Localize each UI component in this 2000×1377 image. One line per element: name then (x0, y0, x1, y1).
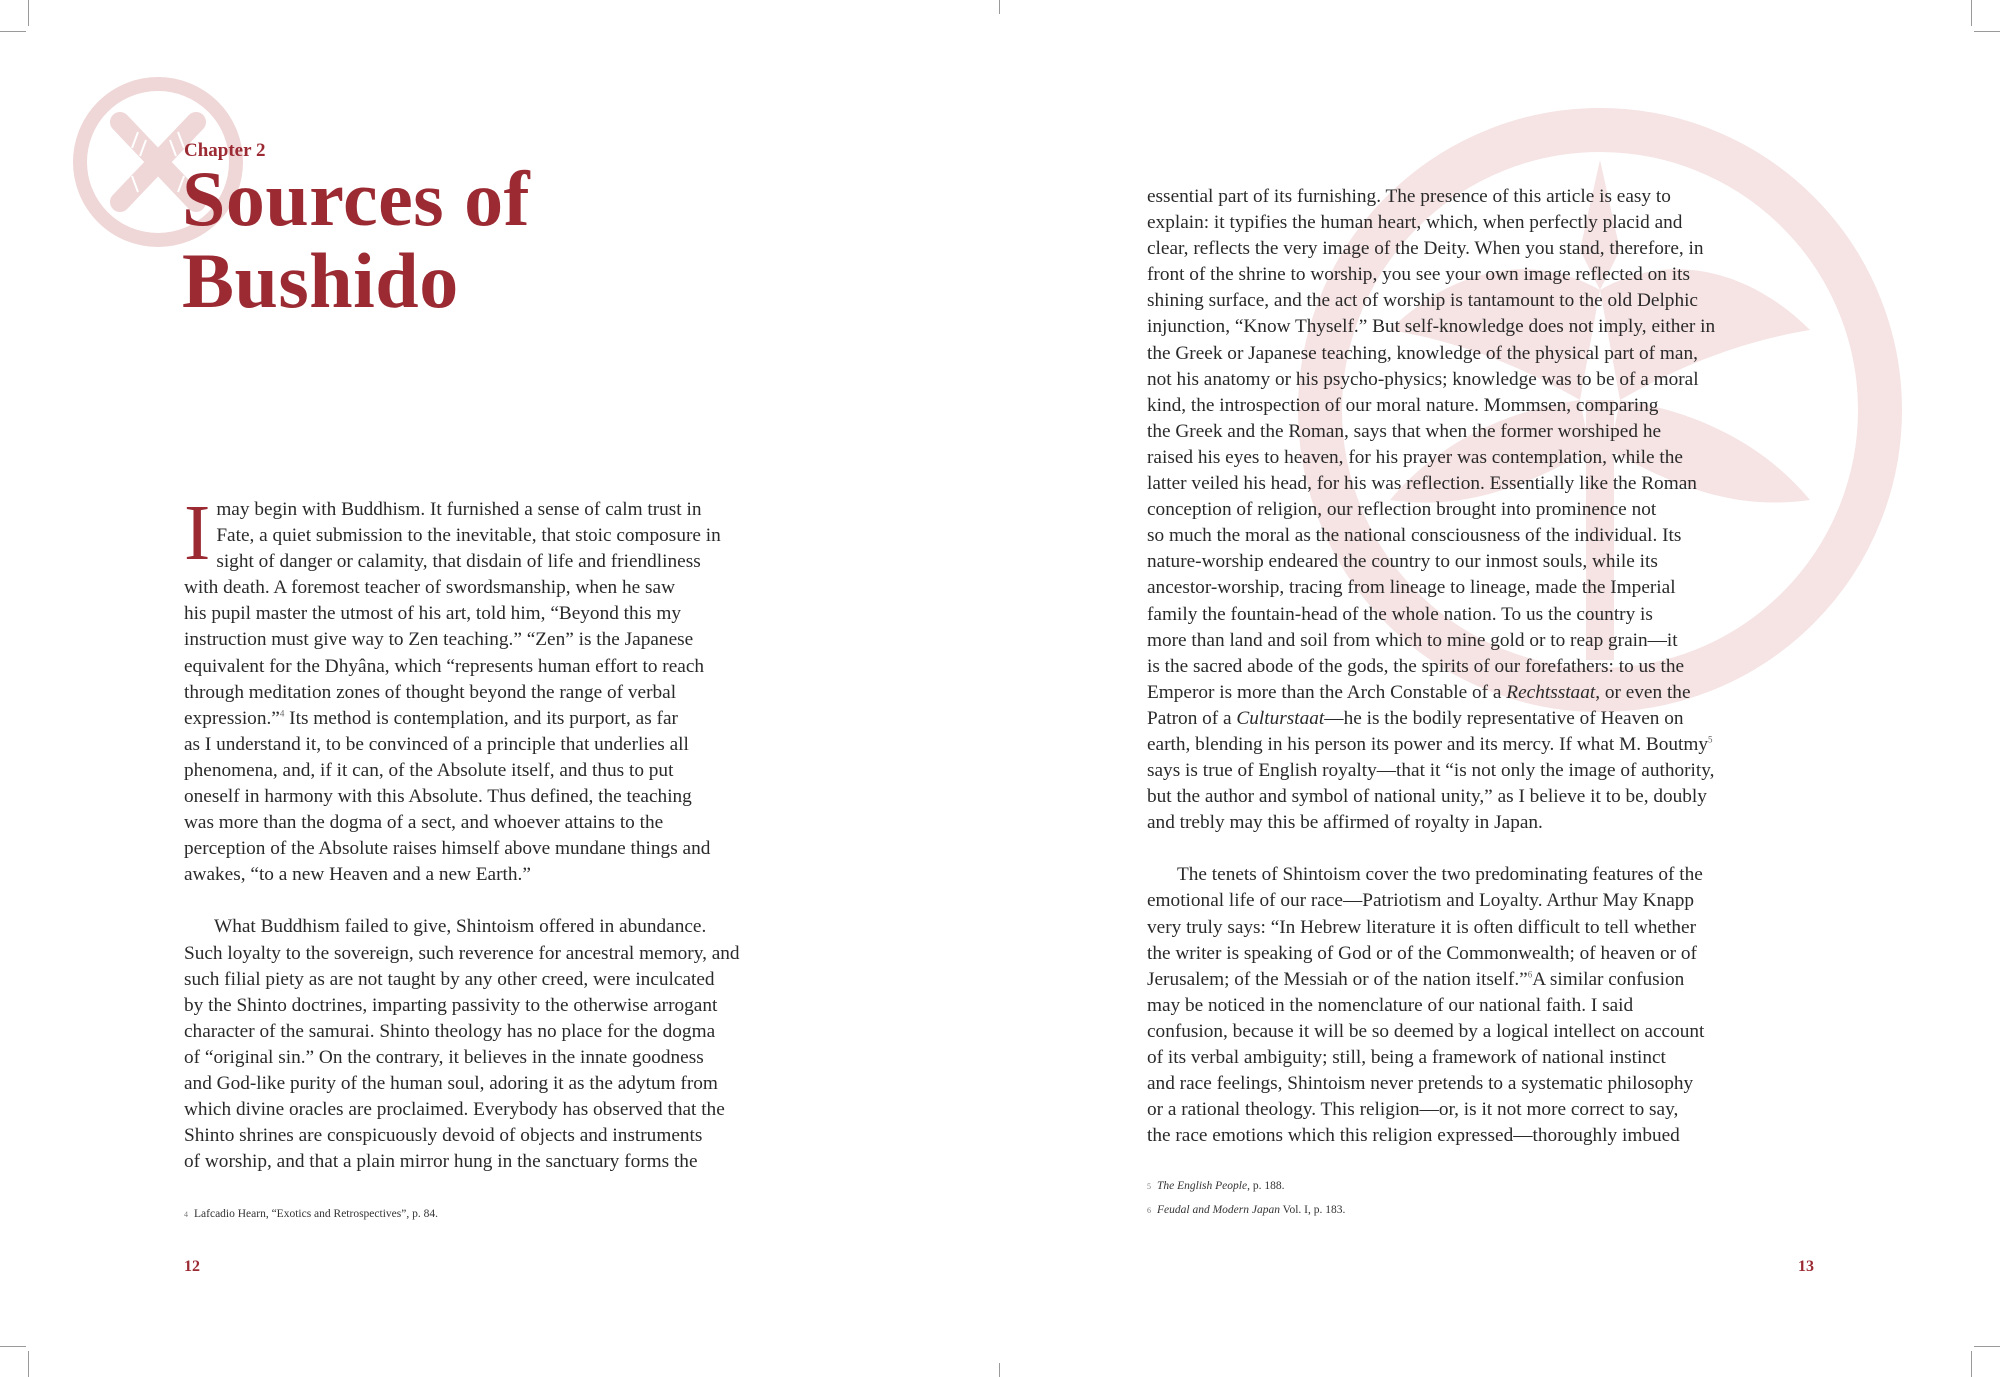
crop-mark (1971, 0, 1972, 26)
text-line: of “original sin.” On the contrary, it believes in the innate goodness (184, 1046, 704, 1068)
text-line: awakes, “to a new Heaven and a new Earth.” (184, 864, 531, 886)
text-line: character of the samurai. Shinto theology has no place for the dogma (184, 1020, 716, 1042)
text-line: sight of danger or calamity, that disdain of life and friendliness (216, 551, 701, 573)
crop-mark (28, 1351, 29, 1377)
text-line: instruction must give way to Zen teaching.” “Zen” is the Japanese (184, 629, 694, 651)
text-line: of worship, and that a plain mirror hung in the sanctuary forms the (184, 1151, 698, 1173)
footnote-text: , p. 188. (1247, 1180, 1285, 1192)
text-line: the race emotions which this religion expressed—thoroughly imbued (1147, 1125, 1680, 1147)
footnote (184, 1208, 438, 1220)
footnote-text: Lafcadio Hearn, “Exotics and Retrospectives”, p. 84. (194, 1208, 438, 1220)
text-line: explain: it typifies the human heart, which, when perfectly placid and (1147, 212, 1683, 234)
text-line (184, 706, 854, 732)
footnote-number: 5 (1147, 1182, 1151, 1191)
text-line: What Buddhism failed to give, Shintoism offered in abundance. (214, 916, 707, 938)
crop-mark (1974, 31, 2000, 32)
right-body-text (1147, 184, 1817, 1149)
text-line: such filial piety as are not taught by any other creed, were inculcated (184, 968, 715, 990)
text-fragment: Jerusalem; of the Messiah or of the nation itself.” (1147, 968, 1528, 990)
text-line: confusion, because it will be so deemed by a logical intellect on account (1147, 1020, 1705, 1042)
text-fragment: earth, blending in his person its power and its mercy. If what M. Boutmy (1147, 733, 1709, 755)
footnote (1147, 1180, 1284, 1192)
footnote-number: 6 (1147, 1206, 1151, 1215)
drop-cap: I (184, 490, 211, 577)
text-line: may begin with Buddhism. It furnished a sense of calm trust in (216, 499, 702, 520)
chapter-title-line: Sources of (182, 155, 531, 242)
footnote-text: Vol. I, p. 183. (1279, 1204, 1346, 1216)
text-line: kind, the introspection of our moral nature. Mommsen, comparing (1147, 394, 1659, 416)
text-fragment: —he is the bodily representative of Heaven on (1324, 707, 1684, 729)
chapter-title-line: Bushido (182, 237, 459, 324)
text-line: perception of the Absolute raises himself above mundane things and (184, 838, 711, 860)
text-line: or a rational theology. This religion—or, is it not more correct to say, (1147, 1099, 1679, 1121)
text-line: family the fountain-head of the whole nation. To us the country is (1147, 603, 1653, 625)
text-line: The tenets of Shintoism cover the two predominating features of the (1177, 864, 1703, 886)
text-line: equivalent for the Dhyâna, which “represents human effort to reach (184, 655, 705, 677)
left-body-text (184, 490, 854, 1175)
text-fragment: expression.” (184, 707, 280, 729)
text-fragment: Its method is contemplation, and its purport, as far (284, 707, 678, 729)
text-line: Fate, a quiet submission to the inevitable, that stoic composure in (216, 525, 721, 547)
crop-mark (0, 1346, 26, 1347)
text-line: more than land and soil from which to mine gold or to reap grain—it (1147, 629, 1678, 651)
crop-mark (1971, 1351, 1972, 1377)
chapter-label: Chapter 2 (184, 140, 266, 161)
crop-mark (1974, 1346, 2000, 1347)
text-line: conception of religion, our reflection brought into prominence not (1147, 499, 1657, 521)
footnote-marker: 4 (279, 708, 285, 719)
text-line: of its verbal ambiguity; still, being a framework of national instinct (1147, 1047, 1666, 1068)
text-line (1147, 680, 1817, 706)
text-line: his pupil master the utmost of his art, told him, “Beyond this my (184, 603, 681, 625)
text-line (1147, 706, 1817, 732)
italic-term: Rechtsstaat (1506, 681, 1596, 703)
text-line: so much the moral as the national consciousness of the individual. Its (1147, 525, 1682, 547)
text-fragment: Emperor is more than the Arch Constable of a (1147, 681, 1507, 703)
text-line: clear, reflects the very image of the Deity. When you stand, therefore, in (1147, 238, 1704, 260)
page-number: 13 (1798, 1258, 1814, 1275)
footnote-number: 4 (184, 1210, 188, 1219)
text-line: phenomena, and, if it can, of the Absolute itself, and thus to put (184, 759, 674, 781)
text-line: may be noticed in the nomenclature of our national faith. I said (1147, 994, 1634, 1016)
text-fragment: Patron of a (1147, 707, 1237, 729)
text-line: Such loyalty to the sovereign, such reverence for ancestral memory, and (184, 942, 740, 964)
text-line: was more than the dogma of a sect, and whoever attains to the (184, 812, 664, 834)
text-line: as I understand it, to be convinced of a principle that underlies all (184, 733, 689, 755)
text-line: emotional life of our race—Patriotism and Loyalty. Arthur May Knapp (1147, 890, 1695, 912)
text-line: front of the shrine to worship, you see your own image reflected on its (1147, 264, 1690, 286)
footnote (1147, 1204, 1345, 1216)
text-line: raised his eyes to heaven, for his prayer was contemplation, while the (1147, 446, 1683, 468)
italic-term: Culturstaat (1236, 707, 1325, 729)
text-line: essential part of its furnishing. The presence of this article is easy to (1147, 186, 1671, 207)
text-line: and God-like purity of the human soul, adoring it as the adytum from (184, 1072, 718, 1094)
text-line: the Greek and the Roman, says that when the former worshiped he (1147, 420, 1662, 442)
text-line: nature-worship endeared the country to our inmost souls, while its (1147, 551, 1658, 573)
text-line: shining surface, and the act of worship is tantamount to the old Delphic (1147, 290, 1698, 312)
chapter-title (182, 155, 531, 324)
crop-mark (0, 31, 26, 32)
text-line: not his anatomy or his psycho-physics; knowledge was to be of a moral (1147, 368, 1699, 390)
text-line: with death. A foremost teacher of swordsmanship, when he saw (184, 577, 676, 599)
text-line (1147, 967, 1817, 993)
right-page (1000, 0, 2000, 1377)
text-line: and race feelings, Shintoism never pretends to a systematic philosophy (1147, 1073, 1694, 1095)
paragraph-gap (184, 888, 854, 914)
text-line: oneself in harmony with this Absolute. Thus defined, the teaching (184, 786, 692, 808)
text-line: by the Shinto doctrines, imparting passivity to the otherwise arrogant (184, 994, 718, 1016)
text-line: which divine oracles are proclaimed. Everybody has observed that the (184, 1099, 725, 1121)
text-line (1147, 732, 1817, 758)
text-line: injunction, “Know Thyself.” But self-knowledge does not imply, either in (1147, 316, 1716, 338)
paragraph-gap (1147, 836, 1817, 862)
page-number: 12 (184, 1258, 200, 1275)
text-line: but the author and symbol of national unity,” as I believe it to be, doubly (1147, 786, 1707, 808)
footnote-marker: 5 (1708, 734, 1713, 745)
text-line: latter veiled his head, for his was reflection. Essentially like the Roman (1147, 473, 1697, 495)
text-line: and trebly may this be affirmed of royalty in Japan. (1147, 812, 1543, 834)
text-line: the writer is speaking of God or of the Commonwealth; of heaven or of (1147, 942, 1697, 964)
text-fragment: , or even the (1595, 681, 1691, 703)
text-line: is the sacred abode of the gods, the spirits of our forefathers: to us the (1147, 655, 1685, 677)
text-line: through meditation zones of thought beyond the range of verbal (184, 681, 677, 703)
footnote-title: The English People (1157, 1180, 1248, 1192)
text-line: ancestor-worship, tracing from lineage to lineage, made the Imperial (1147, 577, 1676, 599)
text-line: the Greek or Japanese teaching, knowledge of the physical part of man, (1147, 342, 1698, 364)
crop-mark (28, 0, 29, 26)
text-line: says is true of English royalty—that it “is not only the image of authority, (1147, 760, 1715, 782)
footnote-title: Feudal and Modern Japan (1157, 1204, 1280, 1216)
text-line: very truly says: “In Hebrew literature it is often difficult to tell whether (1147, 916, 1696, 938)
text-fragment: A similar confusion (1532, 968, 1685, 990)
text-line: Shinto shrines are conspicuously devoid of objects and instruments (184, 1125, 703, 1147)
footnote-marker: 6 (1527, 969, 1533, 980)
